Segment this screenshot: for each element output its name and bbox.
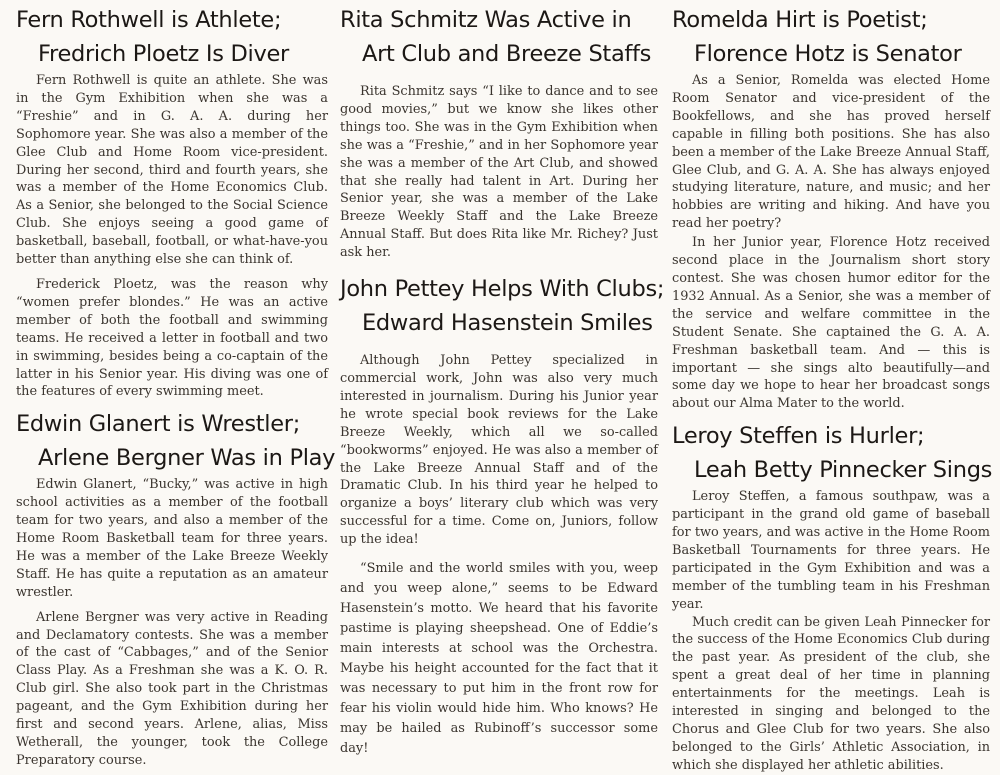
headline [340, 272, 665, 340]
headline-line-1: Leroy Steffen is Hurler; [672, 423, 925, 450]
article-pettey-hasenstein [340, 272, 665, 759]
paragraph: Leroy Steffen, a famous southpaw, was a participant in the grand old game of baseball for two years, and was active in the Home Room Basketball Tournaments for three years. He participated in the Gym Exhibition and was a member of the tumbling team in his Freshman year. [672, 489, 990, 612]
headline [672, 419, 993, 487]
headline-line-2: Florence Hotz is Senator [694, 41, 962, 67]
headline [672, 3, 990, 71]
paragraph: As a Senior, Romelda was elected Home Room Senator and vice-president of the Bookfellows, and she has proved herself capable in filling both positions. She has also been a member of the Lake Breeze Annual Staff, Glee Club, and G. A. A. She has always enjoyed studying literature, nature, and music; and her hobbies are writing and hiking. And have you read her poetry? [672, 73, 990, 232]
column-3 [672, 0, 993, 775]
paragraph: “Smile and the world smiles with you, weep and you weep alone,” seems to be Edward Hasenstein’s motto. We heard that his favorite pastime is playing sheepshead. One of Eddie’s main interests at school was the Orchestra. Maybe his height accounted for the fact that it was necessary to put him in the front row for fear his violin would hide him. Who knows? He may be hailed as Rubinoff’s successor some day! [340, 561, 658, 757]
headline [16, 407, 336, 475]
headline-line-1: Rita Schmitz Was Active in [340, 7, 632, 33]
paragraph: Rita Schmitz says “I like to dance and to see good movies,” but we know she likes other things too. She was in the Gym Exhibition when she was a “Freshie,” and in her Sophomore year she was a member of the Art Club, and showed that she really had talent in Art. During her Senior year, she was a member of the Lake Breeze Weekly Staff and the Lake Breeze Annual Staff. But does Rita like Mr. Richey? Just ask her. [340, 84, 658, 261]
paragraph: Fern Rothwell is quite an athlete. She was in the Gym Exhibition when she was a “Freshie” and in G. A. A. during her Sophomore year. She was also a member of the Glee Club and Home Room vice-president. During her second, third and fourth years, she was a member of the Home Economics Club. As a Senior, she belonged to the Social Science Club. She enjoys seeing a good game of basketball, baseball, football, or what-have-you better than anything else she can think of. [16, 73, 328, 268]
paragraph: Although John Pettey specialized in commercial work, John was also very much interested in journalism. During his Junior year he wrote special book reviews for the Lake Breeze Weekly, which all we so-called “bookworms” enjoyed. He was also a member of the Lake Breeze Annual Staff and of the Dramatic Club. In his third year he helped to organize a boys’ literary club which was very successful for a time. Come on, Juniors, follow up the idea! [340, 353, 658, 548]
headline-line-2: Art Club and Breeze Staffs [362, 41, 652, 67]
headline-line-2: Fredrich Ploetz Is Diver [38, 41, 289, 67]
paragraph: Arlene Bergner was very active in Reading and Declamatory contests. She was a member of the cast of “Cabbages,” and of the Senior Class Play. As a Freshman she was a K. O. R. Club girl. She also took part in the Christmas pageant, and the Gym Exhibition during her first and second years. Arlene, alias, Miss Wetherall, the younger, took the College Preparatory course. [16, 609, 328, 768]
article-glanert-bergner [16, 407, 336, 770]
headline-line-2: Leah Betty Pinnecker Sings [694, 457, 993, 484]
paragraph: Much credit can be given Leah Pinnecker for the success of the Home Economics Club during the past year. As president of the club, she spent a great deal of her time in planning entertainments for the meetings. Leah is interested in singing and belonged to the Chorus and Glee Club for two years. She also belonged to the Girls’ Athletic Association, in which she displayed her athletic abilities. [672, 614, 990, 773]
article-steffen-pinnecker [672, 419, 993, 775]
article-schmitz [340, 3, 658, 262]
article-rothwell-ploetz [16, 3, 328, 401]
headline-line-2: Arlene Bergner Was in Play [38, 445, 336, 472]
column-1 [16, 0, 336, 770]
headline [340, 3, 658, 71]
headline-line-1: Fern Rothwell is Athlete; [16, 7, 282, 33]
headline [16, 3, 328, 71]
paragraph: Edwin Glanert, “Bucky,” was active in high school activities as a member of the football team for two years, and also a member of the Home Room Basketball team for three years. He was a member of the Lake Breeze Weekly Staff. He has quite a reputation as an amateur wrestler. [16, 477, 328, 600]
paragraph: Frederick Ploetz, was the reason why “women prefer blondes.” He was an active member of both the football and swimming teams. He received a letter in football and two in swimming, besides being a co-captain of the latter in his Senior year. His diving was one of the features of every swimming meet. [16, 276, 328, 400]
column-2 [340, 0, 665, 759]
headline-line-1: John Pettey Helps With Clubs; [340, 276, 665, 303]
article-hirt-hotz [672, 3, 990, 413]
paragraph: In her Junior year, Florence Hotz received second place in the Journalism short story contest. She was chosen humor editor for the 1932 Annual. As a Senior, she was a member of the service and welfare committee in the Student Senate. She captained the G. A. A. Freshman basketball team. And — this is important — she sings alto beautifully—and some day we hope to hear her broadcast songs about our Alma Mater to the world. [672, 235, 990, 412]
headline-line-2: Edward Hasenstein Smiles [362, 310, 653, 337]
headline-line-1: Romelda Hirt is Poetist; [672, 7, 928, 33]
headline-line-1: Edwin Glanert is Wrestler; [16, 411, 300, 438]
